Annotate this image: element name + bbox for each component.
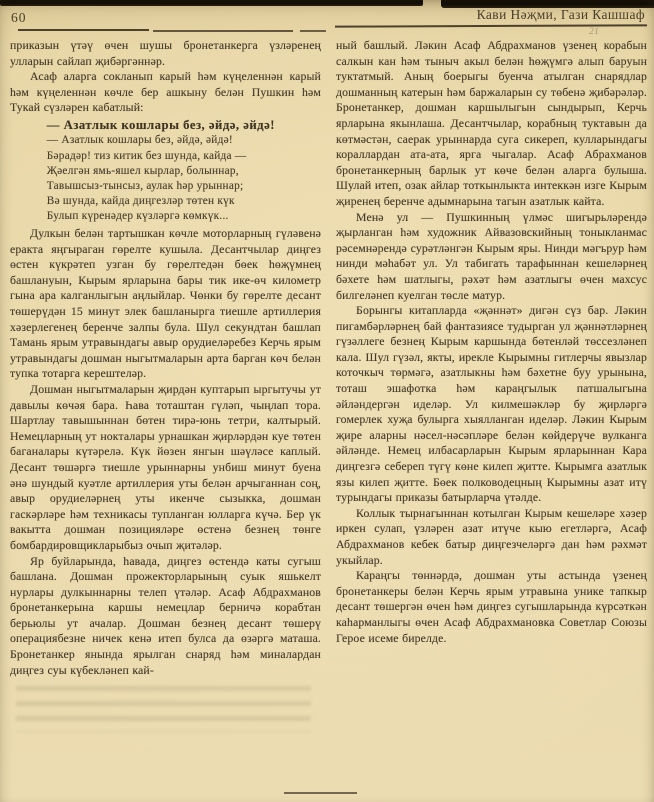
text-columns bbox=[10, 38, 647, 732]
verse-line: Җәелгән ямь-яшел кырлар, болыннар, bbox=[46, 164, 239, 177]
left-column bbox=[10, 38, 321, 732]
verse-line: Тавышсыз-тынсыз, аулак һәр урыннар; bbox=[46, 179, 244, 192]
paragraph: Дошман ныгытмаларын җирдән куптарып ыргытучы ут давылы көчәя бара. Һава тоташтан гүләп, чыңлап тора. Шартлау тавышыннан бөтен тирә-юнь тетри, калтырый. Немецларның ут нокталары урнашкан җирләрдән куе төтен баганалары күтәрелә. Күк йөзен янгын шәүләсе каплый. Десант төшәргә тиешле урыннарны унбиш минут буена әнә шундый куәтле артиллерия уты белән арчыганнан соң, авыр орудиеләрнең уты икенче сызыкка, дошман гаскәрләре һәм техникасы тупланган юлларга күчә. Бер үк вакытта дошман позицияләре өстенә безнең төнге бомбардировщикларыбыз очып җитәләр. bbox=[10, 381, 321, 552]
header-rule-left bbox=[18, 29, 149, 31]
verse-line: — Азатлык кошлары без, әйдә, әйдә! bbox=[46, 134, 233, 147]
paragraph: Караңгы төннәрдә, дошман уты астында үзенең бронетанкеры белән Керчь ярым утравына унике тапкыр десант төшергән өчен һәм диңгез сугышларында күрсәткән каһарманлыгы өчен Асаф Абдрахмановка Советлар Союзы Герое исеме бирелде. bbox=[336, 568, 647, 645]
paragraph: Дулкын белән тартышкан көчле моторларның гүләвенә еракта яңгыраган гөрелте кушыла. Десантчылар диңгез өстен күкрәтеп узган бу гөрелтедән бөек һөҗүмнең башлануын, Кырым ярларына бары тик ике-өч километр гына ара калганлыгын аңлыйлар. Чөнки бу гөрелте десант төшерүдән 15 минут элек башланырга тиешле артиллерия хәзерлегенең беренче залпы була. Шул секундтан башлап Тамань ярым утравындагы авыр орудиеләребез Керчь ярым утравындагы дошман ныгытмаларын арта барган көч белән тупка тотарга керештеләр. bbox=[10, 226, 321, 381]
verse-line: Бәрадәр! тиз китик без шунда, кайда — bbox=[46, 149, 247, 162]
paragraph: ный башлый. Ләкин Асаф Абдрахманов үзенең корабын салкын кан һәм тыныч акыл белән һөҗүмгә алып баруын туктатмый. Аның боерыгы буенча атылган снарядлар дошманның катерын һәм баржаларын су төбенә җибәрәләр. Бронетанкер, дошман каршылыгын сындырып, Керчь ярларына якынлаша. Десантчылар, корабның туктавын да көтмәстән, саерак урыннарда суга сикереп, кулларындагы кораллардан ата-ата, ярга чыгалар. Асаф Абрахманов бронетанкерның барлык ут көче белән аларга булыша. Шулай итеп, озак айлар тоткынлыкта интеккән изге Кырым җиренең беренче адымнарына тагын азатлык кайта. bbox=[336, 38, 647, 208]
print-smudge: 21 bbox=[588, 26, 600, 37]
header-rule-dash bbox=[300, 30, 326, 32]
right-column bbox=[336, 38, 647, 732]
show-through-ghosting bbox=[16, 686, 311, 732]
paragraph: Менә ул — Пушкинның үлмәс шигырьләрендә җырланган һәм художник Айвазовскийның тоныкланмас рәсемнәрендә сурәтләнгән Кырым яры. Нинди мәгърур һәм нинди мәһабәт ул. Ул табигать тарафыннан кешеләрнең бәхете һәм шатлыгы, рәхәт һәм азатлыгы өчен махсус билгеләнеп куелган төсле матур. bbox=[336, 209, 647, 302]
footnote-rule bbox=[284, 792, 357, 794]
verse-line: Булып күренәдер күзләргә көмкүк... bbox=[46, 209, 229, 222]
paragraph: Борынгы китапларда «җәннәт» дигән сүз бар. Ләкин пигамбәрләрнең бай фантазиясе тудырган ул җәннәтләрнең гүзәллеге безнең Кырым каршында бөтенләй төссезләнеп кала. Шул гүзәл, якты, ирекле Кырымны гитлерчы явызлар коточкыч төрмәгә, азатлыкны һәм бәхетне буу урынына, тоташ эшафотка һәм караңгылык патшалыгына әйләндергән иделәр. Ул килмешәкләр бу җирләргә гомерлек хуҗа булырга хыялланган иделәр. Ләкин Кырым җире аларны нәсел-нәсәпләре белән көйдерүче вулканга әйләнде. Немец илбасарларын Кырым ярларыннан Кара диңгезгә себереп түгү көне килеп җитте. Кырымга азатлык язы килеп җитте. Бөек полководецның Кырымны азат итү турындагы приказы батырларча үтәлде. bbox=[336, 303, 647, 505]
verse-line: — Азатлык кошлары без, әйдә, әйдә! bbox=[46, 117, 275, 132]
page-number: 60 bbox=[11, 10, 27, 25]
verse-line: Вә шунда, кайда диңгезләр төтен күк bbox=[46, 194, 235, 207]
paragraph: Яр буйларында, һавада, диңгез өстендә каты сугыш башлана. Дошман прожекторларының суык яшькелт нурлары дулкыннарны телеп үтәләр. Асаф Абдрахманов бронетанкерына каршы немецлар берничә корабтан берьюлы ут ачалар. Дошман безнең десант төшерү операциябезне ничек кенә итеп булса да өзәргә маташа. Бронетанкер янында ярылган снаряд һәм миналардан диңгез суы күбекләнеп кай- bbox=[10, 553, 321, 677]
paragraph: Коллык тырнагыннан котылган Кырым кешеләре хәзер иркен сулап, үзләрен азат итүче кыю егетләргә, Асаф Абдрахманов кебек батыр диңгезчеләргә дан һәм рәхмәт укыйлар. bbox=[336, 505, 647, 567]
paragraph: приказын үтәү өчен шушы бронетанкерга үзләренең улларын сайлап җибәргәннәр. bbox=[10, 38, 321, 68]
paragraph: Асаф аларга сокланып карый һәм күңеленнән карый һәм күңеленнән көчле бер ашкыну белән Пушкин һәм Тукай сүзләрен кабатлый: bbox=[10, 69, 321, 115]
verse-block bbox=[47, 117, 321, 224]
header-rule-middle bbox=[153, 30, 293, 32]
running-title-authors: Кави Нәҗми, Гази Кашшаф bbox=[476, 7, 645, 22]
